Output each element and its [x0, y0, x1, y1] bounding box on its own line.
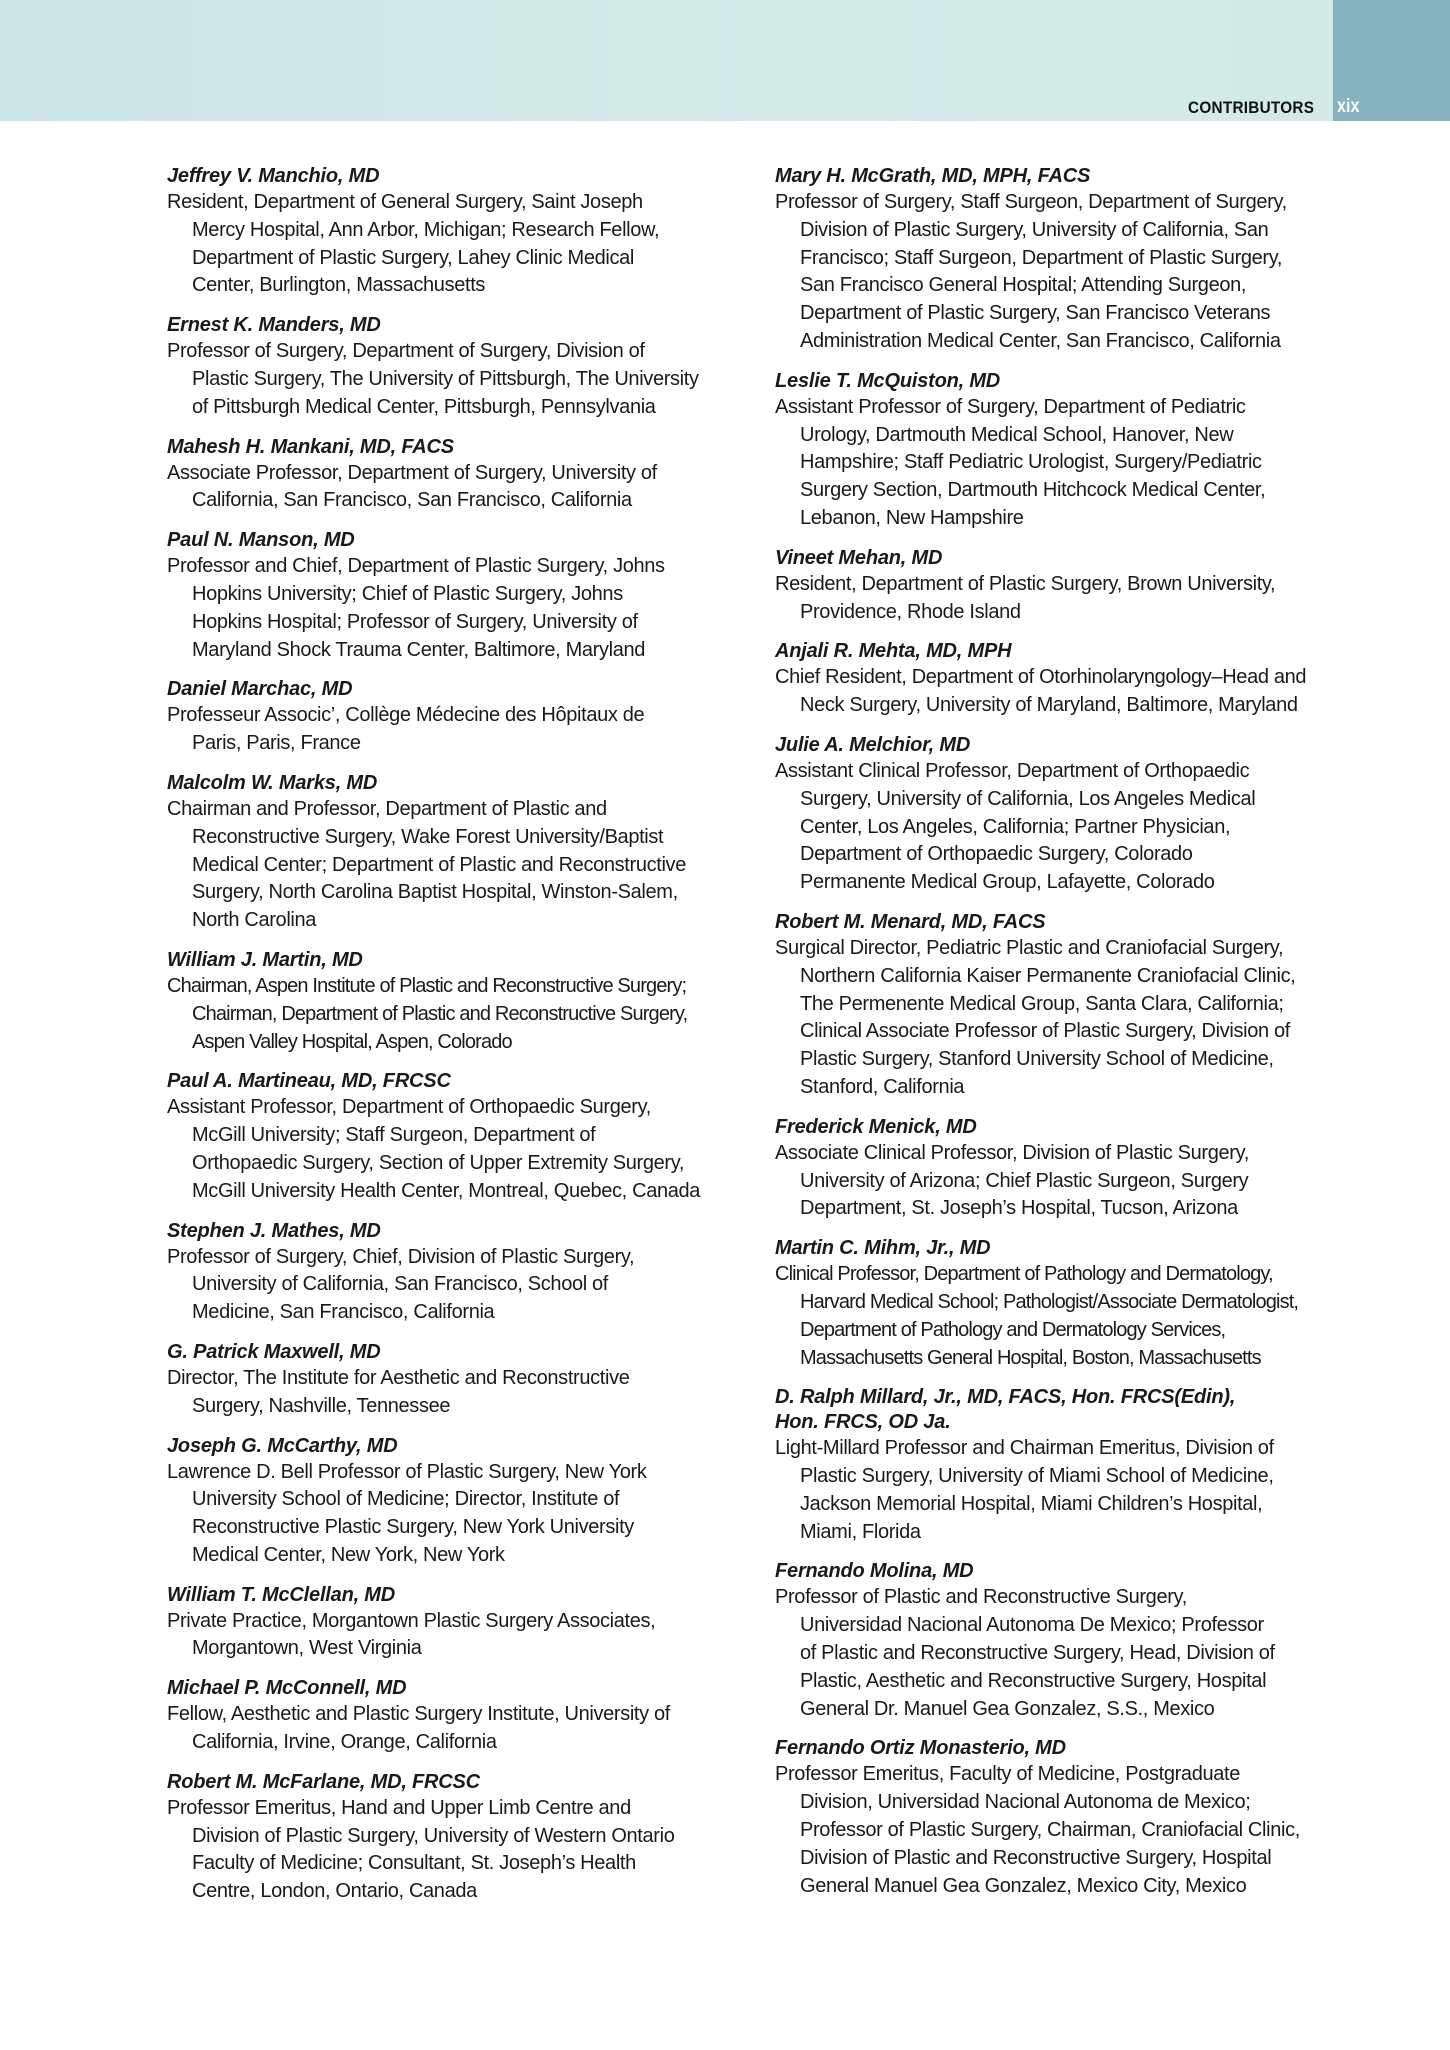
- contributor-affiliation: Associate Clinical Professor, Division of Plastic Surgery, University of Arizona; Chief Plastic Surgeon, Surgery Department, St. Joseph’s Hospital, Tucson, Arizona: [775, 1141, 1249, 1220]
- contributor-affiliation: Professor of Plastic and Reconstructive Surgery, Universidad Nacional Autonoma De Mexico; Professor of Plastic and Reconstructive Surgery, Head, Division of Plastic, Aesthetic and Reconstructive Surgery, Hospital General Dr. Manuel Gea Gonzalez, S.S., Mexico: [775, 1586, 1275, 1720]
- contributor-affiliation: Professor of Surgery, Staff Surgeon, Department of Surgery, Division of Plastic Surgery, University of California, San Francisco; Staff Surgeon, Department of Plastic Surgery, San Francisco General Hospital; Attending Surgeon, Department of Plastic Surgery, San Francisco Veterans Administration Medical Center, San Francisco, California: [775, 191, 1287, 352]
- section-title: CONTRIBUTORS: [1187, 98, 1314, 117]
- contributor-entry: [775, 733, 1340, 897]
- contributor-name: Mahesh H. Mankani, MD, FACS: [167, 435, 454, 458]
- contributor-affiliation: Professor of Surgery, Department of Surgery, Division of Plastic Surgery, The University of Pittsburgh, The University of Pittsburgh Medical Center, Pittsburgh, Pennsylvania: [167, 340, 699, 418]
- left-column: [167, 164, 727, 1919]
- header-band: [0, 0, 1333, 121]
- contributor-affiliation: Professor Emeritus, Faculty of Medicine, Postgraduate Division, Universidad Nacional Autonoma de Mexico; Professor of Plastic Surgery, Chairman, Craniofacial Clinic, Division of Plastic and Reconstructive Surgery, Hospital General Manuel Gea Gonzalez, Mexico City, Mexico: [775, 1763, 1300, 1897]
- contributor-name: Ernest K. Manders, MD: [167, 314, 381, 337]
- page-number: xix: [1337, 96, 1360, 117]
- contributor-name: William J. Martin, MD: [167, 948, 363, 971]
- contributor-entry: [167, 1219, 727, 1327]
- contributor-name: Leslie T. McQuiston, MD: [775, 369, 1001, 392]
- contributor-entry: [167, 1340, 727, 1421]
- contributor-affiliation: Assistant Professor, Department of Orthopaedic Surgery, McGill University; Staff Surgeon, Department of Orthopaedic Surgery, Section of Upper Extremity Surgery, McGill University Health Center, Montreal, Quebec, Canada: [167, 1096, 701, 1202]
- contributor-name: Robert M. McFarlane, MD, FRCSC: [167, 1770, 480, 1793]
- contributor-affiliation: Private Practice, Morgantown Plastic Surgery Associates, Morgantown, West Virginia: [167, 1609, 656, 1660]
- contributor-affiliation: Resident, Department of General Surgery, Saint Joseph Mercy Hospital, Ann Arbor, Michigan; Research Fellow, Department of Plastic Surgery, Lahey Clinic Medical Center, Burlington, Massachusetts: [167, 191, 660, 297]
- contributor-affiliation: Surgical Director, Pediatric Plastic and Craniofacial Surgery, Northern California Kaiser Permanente Craniofacial Clinic, The Permenente Medical Group, Santa Clara, California; Clinical Associate Professor of Plastic Surgery, Division of Plastic Surgery, Stanford University School of Medicine, Stanford, California: [775, 936, 1296, 1098]
- contributor-name: Robert M. Menard, MD, FACS: [775, 910, 1046, 933]
- contributor-name: Mary H. McGrath, MD, MPH, FACS: [775, 165, 1091, 187]
- contributor-name: Anjali R. Mehta, MD, MPH: [775, 640, 1012, 663]
- contributor-name: Martin C. Mihm, Jr., MD: [775, 1237, 991, 1260]
- contributor-name: Daniel Marchac, MD: [167, 678, 353, 701]
- contributor-affiliation: Associate Professor, Department of Surgery, University of California, San Francisco, San Francisco, California: [167, 461, 657, 512]
- contributor-affiliation: Assistant Clinical Professor, Department of Orthopaedic Surgery, University of California, Los Angeles Medical Center, Los Angeles, California; Partner Physician, Department of Orthopaedic Surgery, Colorado Permanente Medical Group, Lafayette, Colorado: [775, 759, 1256, 894]
- contributor-name: Joseph G. McCarthy, MD: [167, 1434, 398, 1457]
- contributor-name: Malcolm W. Marks, MD: [167, 771, 378, 794]
- contributor-entry: [167, 771, 727, 935]
- contributor-entry: [167, 677, 727, 758]
- contributor-affiliation: Director, The Institute for Aesthetic and Reconstructive Surgery, Nashville, Tennessee: [167, 1366, 630, 1417]
- contributor-affiliation: Lawrence D. Bell Professor of Plastic Surgery, New York University School of Medicine; Director, Institute of Reconstructive Plastic Surgery, New York University Medical Center, New York, New York: [167, 1460, 647, 1566]
- contributor-entry: [775, 1115, 1340, 1223]
- contributor-name: Fernando Molina, MD: [775, 1560, 974, 1583]
- contributor-entry: [775, 910, 1340, 1102]
- contributor-name: Paul N. Manson, MD: [167, 529, 355, 552]
- contributor-affiliation: Assistant Professor of Surgery, Department of Pediatric Urology, Dartmouth Medical School, Hanover, New Hampshire; Staff Pediatric Urologist, Surgery/Pediatric Surgery Section, Dartmouth Hitchcock Medical Center, Lebanon, New Hampshire: [775, 395, 1266, 529]
- contributor-affiliation: Resident, Department of Plastic Surgery, Brown University, Providence, Rhode Island: [775, 572, 1276, 623]
- contributor-affiliation: Professeur Associc’, Collège Médecine des Hôpitaux de Paris, Paris, France: [167, 704, 645, 755]
- contributor-name: D. Ralph Millard, Jr., MD, FACS, Hon. FRCS(Edin), Hon. FRCS, OD Ja.: [775, 1386, 1236, 1434]
- contributor-affiliation: Professor and Chief, Department of Plastic Surgery, Johns Hopkins University; Chief of Plastic Surgery, Johns Hopkins Hospital; Professor of Surgery, University of Maryland Shock Trauma Center, Baltimore, Maryland: [167, 555, 665, 661]
- right-column: [775, 164, 1340, 1913]
- contributor-entry: [775, 546, 1340, 627]
- contributor-affiliation: Light-Millard Professor and Chairman Emeritus, Division of Plastic Surgery, University of Miami School of Medicine, Jackson Memorial Hospital, Miami Children’s Hospital, Miami, Florida: [775, 1437, 1274, 1543]
- contributor-name: Paul A. Martineau, MD, FRCSC: [167, 1070, 451, 1093]
- contributor-entry: [775, 639, 1340, 720]
- contributor-entry: [775, 369, 1340, 533]
- contributor-affiliation: Professor of Surgery, Chief, Division of Plastic Surgery, University of California, San Francisco, School of Medicine, San Francisco, California: [167, 1245, 635, 1324]
- contributor-name: Vineet Mehan, MD: [775, 546, 943, 569]
- contributor-affiliation: Professor Emeritus, Hand and Upper Limb Centre and Division of Plastic Surgery, University of Western Ontario Faculty of Medicine; Consultant, St. Joseph’s Health Centre, London, Ontario, Canada: [167, 1796, 675, 1903]
- contributor-entry: [167, 164, 727, 300]
- contributor-name: Julie A. Melchior, MD: [775, 733, 971, 756]
- contributor-entry: [775, 1736, 1340, 1900]
- contributor-entry: [167, 948, 727, 1056]
- contributor-name: Michael P. McConnell, MD: [167, 1677, 407, 1700]
- contributor-entry: [167, 528, 727, 664]
- contributor-entry: [775, 164, 1340, 356]
- contributor-affiliation: Chief Resident, Department of Otorhinolaryngology–Head and Neck Surgery, University of Maryland, Baltimore, Maryland: [775, 666, 1307, 717]
- contributor-name: Stephen J. Mathes, MD: [167, 1219, 381, 1242]
- contributor-name: Frederick Menick, MD: [775, 1115, 977, 1138]
- contributor-entry: [167, 1583, 727, 1664]
- contributor-affiliation: Clinical Professor, Department of Pathology and Dermatology, Harvard Medical School; Pathologist/Associate Dermatologist, Department of Pathology and Dermatology Services, Massachusetts General Hospital, Boston, Massachusetts: [775, 1263, 1299, 1369]
- contributor-affiliation: Fellow, Aesthetic and Plastic Surgery Institute, University of California, Irvine, Orange, California: [167, 1703, 670, 1754]
- contributor-entry: [167, 1770, 727, 1906]
- contributor-name: Fernando Ortiz Monasterio, MD: [775, 1737, 1066, 1760]
- contributor-entry: [167, 1069, 727, 1205]
- contributor-entry: [167, 1434, 727, 1570]
- contributor-name: William T. McClellan, MD: [167, 1583, 396, 1606]
- contributor-entry: [167, 1676, 727, 1757]
- contributor-name: G. Patrick Maxwell, MD: [167, 1340, 381, 1363]
- contributor-affiliation: Chairman and Professor, Department of Plastic and Reconstructive Surgery, Wake Forest University/Baptist Medical Center; Department of Plastic and Reconstructive Surgery, North Carolina Baptist Hospital, Winston-Salem, North Carolina: [167, 797, 686, 932]
- contributor-affiliation: Chairman, Aspen Institute of Plastic and Reconstructive Surgery; Chairman, Department of Plastic and Reconstructive Surgery, Aspen Valley Hospital, Aspen, Colorado: [167, 974, 688, 1053]
- contributor-entry: [167, 313, 727, 421]
- contributor-entry: [775, 1236, 1340, 1372]
- contributor-name: Jeffrey V. Manchio, MD: [167, 165, 380, 187]
- contributor-entry: [775, 1385, 1340, 1546]
- contributor-entry: [775, 1559, 1340, 1723]
- contributor-entry: [167, 435, 727, 516]
